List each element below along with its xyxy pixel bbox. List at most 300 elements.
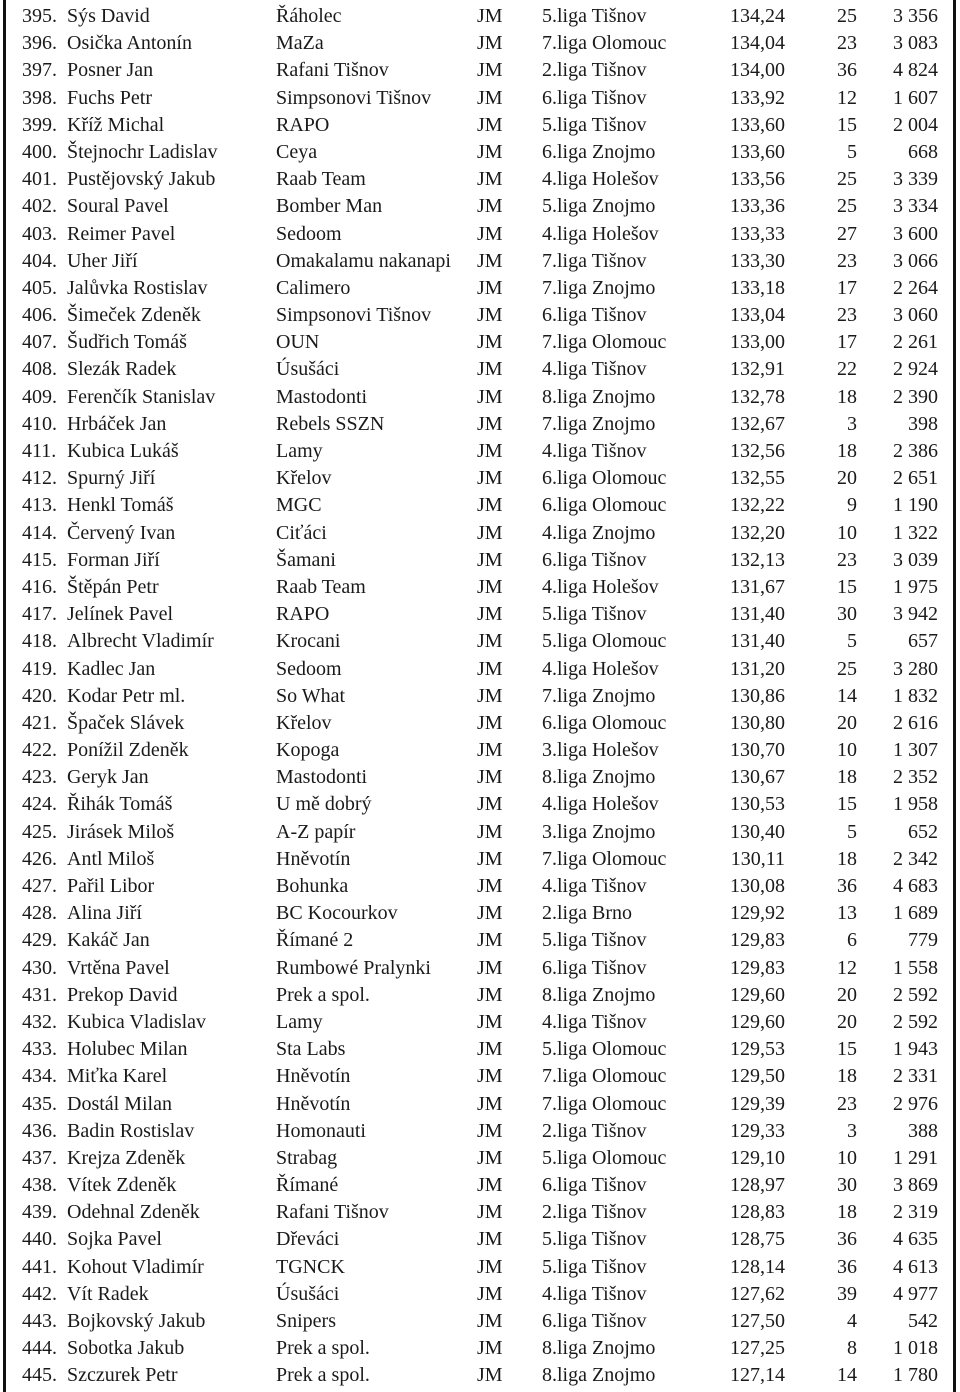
table-row <box>0 1308 960 1335</box>
rank-cell: 435. <box>22 1092 57 1115</box>
average-cell: 133,36 <box>730 195 785 218</box>
games-cell: 20 <box>837 711 857 734</box>
table-row <box>0 791 960 818</box>
total-cell: 2 261 <box>893 331 938 354</box>
rank-cell: 431. <box>22 983 57 1006</box>
total-cell: 388 <box>908 1119 938 1142</box>
league-cell: 6.liga Znojmo <box>542 140 656 163</box>
team-name-cell: Mastodonti <box>276 385 368 408</box>
league-cell: 2.liga Tišnov <box>542 59 647 82</box>
team-name-cell: So What <box>276 684 346 707</box>
total-cell: 2 004 <box>893 113 938 136</box>
total-cell: 1 689 <box>893 902 938 925</box>
player-name-cell: Kohout Vladimír <box>67 1255 204 1278</box>
league-cell: 5.liga Tišnov <box>542 113 647 136</box>
games-cell: 22 <box>837 358 857 381</box>
team-name-cell: Úsušáci <box>276 358 340 381</box>
rank-cell: 407. <box>22 331 57 354</box>
average-cell: 133,33 <box>730 222 785 245</box>
total-cell: 1 975 <box>893 575 938 598</box>
league-cell: 3.liga Holešov <box>542 739 659 762</box>
type-cell: JM <box>477 467 503 490</box>
player-name-cell: Slezák Radek <box>67 358 177 381</box>
ranking-table <box>0 3 960 1390</box>
rank-cell: 404. <box>22 249 57 272</box>
games-cell: 18 <box>837 1065 857 1088</box>
league-cell: 7.liga Olomouc <box>542 1065 667 1088</box>
player-name-cell: Ponížil Zdeněk <box>67 739 189 762</box>
total-cell: 1 780 <box>893 1364 938 1387</box>
type-cell: JM <box>477 385 503 408</box>
league-cell: 8.liga Znojmo <box>542 1337 656 1360</box>
type-cell: JM <box>477 1337 503 1360</box>
average-cell: 130,11 <box>730 847 785 870</box>
league-cell: 2.liga Brno <box>542 902 632 925</box>
total-cell: 3 066 <box>893 249 938 272</box>
team-name-cell: Římané 2 <box>276 929 354 952</box>
player-name-cell: Bojkovský Jakub <box>67 1310 206 1332</box>
table-row <box>0 30 960 57</box>
rank-cell: 430. <box>22 956 57 979</box>
total-cell: 398 <box>908 412 938 435</box>
league-cell: 6.liga Tišnov <box>542 956 647 979</box>
games-cell: 14 <box>837 1364 857 1387</box>
rank-cell: 415. <box>22 548 57 571</box>
team-name-cell: Rafani Tišnov <box>276 1201 389 1224</box>
average-cell: 130,86 <box>730 684 785 707</box>
games-cell: 5 <box>847 140 857 163</box>
games-cell: 10 <box>837 521 857 544</box>
games-cell: 25 <box>837 195 857 218</box>
rank-cell: 405. <box>22 276 57 299</box>
games-cell: 17 <box>837 276 857 299</box>
team-name-cell: Hněvotín <box>276 1065 351 1088</box>
rank-cell: 441. <box>22 1255 57 1278</box>
average-cell: 130,80 <box>730 711 785 734</box>
type-cell: JM <box>477 1282 503 1305</box>
table-row <box>0 221 960 248</box>
team-name-cell: Simpsonovi Tišnov <box>276 86 432 109</box>
rank-cell: 414. <box>22 521 57 544</box>
table-row <box>0 628 960 655</box>
rank-cell: 400. <box>22 140 57 163</box>
league-cell: 6.liga Olomouc <box>542 711 667 734</box>
average-cell: 134,24 <box>730 5 785 27</box>
player-name-cell: Šudřich Tomáš <box>67 331 187 354</box>
total-cell: 2 592 <box>893 1010 938 1033</box>
league-cell: 4.liga Tišnov <box>542 1010 647 1033</box>
table-row <box>0 1009 960 1036</box>
average-cell: 133,18 <box>730 276 785 299</box>
player-name-cell: Jalůvka Rostislav <box>67 276 208 299</box>
total-cell: 1 291 <box>893 1146 938 1169</box>
total-cell: 3 356 <box>893 5 938 27</box>
total-cell: 2 342 <box>893 847 938 870</box>
total-cell: 3 060 <box>893 304 938 327</box>
games-cell: 15 <box>837 793 857 816</box>
league-cell: 8.liga Znojmo <box>542 385 656 408</box>
table-row <box>0 465 960 492</box>
total-cell: 3 869 <box>893 1174 938 1197</box>
rank-cell: 417. <box>22 603 57 626</box>
type-cell: JM <box>477 276 503 299</box>
league-cell: 4.liga Holešov <box>542 222 659 245</box>
team-name-cell: Křelov <box>276 711 332 734</box>
type-cell: JM <box>477 983 503 1006</box>
rank-cell: 445. <box>22 1364 57 1387</box>
player-name-cell: Kříž Michal <box>67 113 165 136</box>
total-cell: 3 280 <box>893 657 938 680</box>
league-cell: 4.liga Tišnov <box>542 875 647 897</box>
average-cell: 130,70 <box>730 739 785 762</box>
rank-cell: 423. <box>22 766 57 789</box>
average-cell: 129,39 <box>730 1092 785 1115</box>
rank-cell: 439. <box>22 1201 57 1224</box>
table-row <box>0 112 960 139</box>
team-name-cell: Prek a spol. <box>276 983 370 1006</box>
table-row <box>0 982 960 1009</box>
team-name-cell: Krocani <box>276 630 341 653</box>
total-cell: 657 <box>908 630 938 653</box>
total-cell: 2 616 <box>893 711 938 734</box>
total-cell: 3 942 <box>893 603 938 626</box>
total-cell: 1 322 <box>893 521 938 544</box>
games-cell: 10 <box>837 739 857 762</box>
average-cell: 132,20 <box>730 521 785 544</box>
average-cell: 130,40 <box>730 820 785 843</box>
player-name-cell: Badin Rostislav <box>67 1119 195 1142</box>
player-name-cell: Reimer Pavel <box>67 222 176 245</box>
table-row <box>0 601 960 628</box>
average-cell: 127,50 <box>730 1310 785 1332</box>
player-name-cell: Vítek Zdeněk <box>67 1174 177 1197</box>
games-cell: 23 <box>837 1092 857 1115</box>
league-cell: 8.liga Znojmo <box>542 983 656 1006</box>
team-name-cell: Omakalamu nakanapi <box>276 249 451 272</box>
league-cell: 5.liga Olomouc <box>542 1146 667 1169</box>
games-cell: 15 <box>837 575 857 598</box>
total-cell: 1 832 <box>893 684 938 707</box>
type-cell: JM <box>477 1010 503 1033</box>
player-name-cell: Spurný Jiří <box>67 467 156 490</box>
player-name-cell: Hrbáček Jan <box>67 412 167 435</box>
league-cell: 5.liga Tišnov <box>542 603 647 626</box>
team-name-cell: Římané <box>276 1174 339 1197</box>
player-name-cell: Červený Ivan <box>67 521 176 544</box>
table-row <box>0 1036 960 1063</box>
type-cell: JM <box>477 1119 503 1142</box>
type-cell: JM <box>477 222 503 245</box>
rank-cell: 421. <box>22 711 57 734</box>
average-cell: 132,56 <box>730 440 785 462</box>
league-cell: 4.liga Holešov <box>542 575 659 598</box>
games-cell: 3 <box>847 412 857 435</box>
games-cell: 12 <box>837 86 857 109</box>
games-cell: 13 <box>837 902 857 925</box>
player-name-cell: Špaček Slávek <box>67 711 185 734</box>
table-row <box>0 166 960 193</box>
rank-cell: 408. <box>22 358 57 381</box>
rank-cell: 428. <box>22 902 57 925</box>
player-name-cell: Kadlec Jan <box>67 657 156 680</box>
rank-cell: 420. <box>22 684 57 707</box>
rank-cell: 438. <box>22 1174 57 1197</box>
team-name-cell: Dřeváci <box>276 1228 340 1251</box>
average-cell: 133,56 <box>730 168 785 191</box>
games-cell: 5 <box>847 630 857 653</box>
average-cell: 132,22 <box>730 494 785 517</box>
total-cell: 2 651 <box>893 467 938 490</box>
rank-cell: 411. <box>22 440 57 462</box>
type-cell: JM <box>477 1310 503 1332</box>
league-cell: 5.liga Olomouc <box>542 1038 667 1061</box>
player-name-cell: Kakáč Jan <box>67 929 150 952</box>
average-cell: 129,53 <box>730 1038 785 1061</box>
player-name-cell: Pařil Libor <box>67 875 155 897</box>
average-cell: 132,13 <box>730 548 785 571</box>
average-cell: 128,83 <box>730 1201 785 1224</box>
player-name-cell: Miťka Karel <box>67 1065 168 1088</box>
team-name-cell: Raab Team <box>276 168 366 191</box>
table-row <box>0 927 960 954</box>
type-cell: JM <box>477 249 503 272</box>
total-cell: 2 352 <box>893 766 938 789</box>
team-name-cell: Šamani <box>276 548 336 571</box>
table-row <box>0 1362 960 1389</box>
team-name-cell: Úsušáci <box>276 1282 340 1305</box>
league-cell: 4.liga Tišnov <box>542 358 647 381</box>
type-cell: JM <box>477 86 503 109</box>
league-cell: 6.liga Tišnov <box>542 304 647 327</box>
average-cell: 127,25 <box>730 1337 785 1360</box>
player-name-cell: Odehnal Zdeněk <box>67 1201 200 1224</box>
average-cell: 129,60 <box>730 1010 785 1033</box>
table-row <box>0 764 960 791</box>
league-cell: 5.liga Znojmo <box>542 195 656 218</box>
league-cell: 3.liga Znojmo <box>542 820 656 843</box>
total-cell: 4 635 <box>893 1228 938 1251</box>
games-cell: 23 <box>837 249 857 272</box>
rank-cell: 419. <box>22 657 57 680</box>
type-cell: JM <box>477 494 503 517</box>
average-cell: 127,62 <box>730 1282 785 1305</box>
table-row <box>0 846 960 873</box>
games-cell: 23 <box>837 304 857 327</box>
team-name-cell: Kopoga <box>276 739 340 762</box>
table-row <box>0 1091 960 1118</box>
type-cell: JM <box>477 140 503 163</box>
player-name-cell: Antl Miloš <box>67 847 155 870</box>
average-cell: 128,97 <box>730 1174 785 1197</box>
rank-cell: 426. <box>22 847 57 870</box>
average-cell: 129,50 <box>730 1065 785 1088</box>
team-name-cell: U mě dobrý <box>276 793 372 816</box>
team-name-cell: Prek a spol. <box>276 1364 370 1387</box>
team-name-cell: Mastodonti <box>276 766 368 789</box>
table-row <box>0 1145 960 1172</box>
player-name-cell: Kodar Petr ml. <box>67 684 186 707</box>
team-name-cell: TGNCK <box>276 1255 345 1278</box>
rank-cell: 425. <box>22 820 57 843</box>
rank-cell: 422. <box>22 739 57 762</box>
table-row <box>0 656 960 683</box>
team-name-cell: Ciťáci <box>276 521 327 544</box>
type-cell: JM <box>477 304 503 327</box>
player-name-cell: Pustějovský Jakub <box>67 168 216 191</box>
table-row <box>0 737 960 764</box>
rank-cell: 437. <box>22 1146 57 1169</box>
total-cell: 2 390 <box>893 385 938 408</box>
games-cell: 18 <box>837 766 857 789</box>
player-name-cell: Šimeček Zdeněk <box>67 304 201 327</box>
league-cell: 7.liga Olomouc <box>542 32 667 55</box>
average-cell: 128,14 <box>730 1255 785 1278</box>
team-name-cell: RAPO <box>276 113 330 136</box>
rank-cell: 418. <box>22 630 57 653</box>
rank-cell: 436. <box>22 1119 57 1142</box>
type-cell: JM <box>477 358 503 381</box>
total-cell: 779 <box>908 929 938 952</box>
team-name-cell: Sta Labs <box>276 1038 346 1061</box>
type-cell: JM <box>477 168 503 191</box>
team-name-cell: BC Kocourkov <box>276 902 398 925</box>
league-cell: 6.liga Tišnov <box>542 1310 647 1332</box>
average-cell: 130,53 <box>730 793 785 816</box>
total-cell: 2 319 <box>893 1201 938 1224</box>
type-cell: JM <box>477 113 503 136</box>
games-cell: 25 <box>837 657 857 680</box>
games-cell: 39 <box>837 1282 857 1305</box>
rank-cell: 406. <box>22 304 57 327</box>
team-name-cell: Calimero <box>276 276 351 299</box>
team-name-cell: Bomber Man <box>276 195 383 218</box>
type-cell: JM <box>477 1255 503 1278</box>
table-row <box>0 356 960 383</box>
games-cell: 23 <box>837 32 857 55</box>
league-cell: 6.liga Tišnov <box>542 548 647 571</box>
total-cell: 4 613 <box>893 1255 938 1278</box>
type-cell: JM <box>477 603 503 626</box>
total-cell: 3 083 <box>893 32 938 55</box>
average-cell: 133,30 <box>730 249 785 272</box>
table-row <box>0 492 960 519</box>
total-cell: 2 264 <box>893 276 938 299</box>
team-name-cell: Rafani Tišnov <box>276 59 389 82</box>
table-row <box>0 1172 960 1199</box>
games-cell: 3 <box>847 1119 857 1142</box>
games-cell: 18 <box>837 847 857 870</box>
rank-cell: 443. <box>22 1310 57 1332</box>
games-cell: 27 <box>837 222 857 245</box>
player-name-cell: Forman Jiří <box>67 548 160 571</box>
type-cell: JM <box>477 1364 503 1387</box>
rank-cell: 397. <box>22 59 57 82</box>
total-cell: 1 943 <box>893 1038 938 1061</box>
games-cell: 30 <box>837 1174 857 1197</box>
type-cell: JM <box>477 331 503 354</box>
league-cell: 2.liga Tišnov <box>542 1119 647 1142</box>
rank-cell: 410. <box>22 412 57 435</box>
player-name-cell: Vít Radek <box>67 1282 149 1305</box>
table-row <box>0 302 960 329</box>
table-row <box>0 329 960 356</box>
games-cell: 20 <box>837 1010 857 1033</box>
rank-cell: 396. <box>22 32 57 55</box>
type-cell: JM <box>477 575 503 598</box>
player-name-cell: Štěpán Petr <box>67 575 159 598</box>
rank-cell: 398. <box>22 86 57 109</box>
rank-cell: 429. <box>22 929 57 952</box>
games-cell: 18 <box>837 1201 857 1224</box>
total-cell: 2 924 <box>893 358 938 381</box>
league-cell: 5.liga Olomouc <box>542 630 667 653</box>
total-cell: 1 607 <box>893 86 938 109</box>
games-cell: 20 <box>837 983 857 1006</box>
table-row <box>0 57 960 84</box>
type-cell: JM <box>477 793 503 816</box>
average-cell: 131,40 <box>730 603 785 626</box>
type-cell: JM <box>477 1065 503 1088</box>
total-cell: 2 331 <box>893 1065 938 1088</box>
average-cell: 129,83 <box>730 956 785 979</box>
rank-cell: 395. <box>22 5 57 27</box>
type-cell: JM <box>477 1174 503 1197</box>
team-name-cell: Hněvotín <box>276 847 351 870</box>
total-cell: 1 558 <box>893 956 938 979</box>
league-cell: 8.liga Znojmo <box>542 766 656 789</box>
type-cell: JM <box>477 875 503 897</box>
table-row <box>0 1335 960 1362</box>
rank-cell: 440. <box>22 1228 57 1251</box>
team-name-cell: Hněvotín <box>276 1092 351 1115</box>
team-name-cell: Ceya <box>276 140 318 163</box>
type-cell: JM <box>477 739 503 762</box>
league-cell: 4.liga Holešov <box>542 793 659 816</box>
league-cell: 5.liga Tišnov <box>542 5 647 27</box>
games-cell: 4 <box>847 1310 857 1332</box>
league-cell: 4.liga Holešov <box>542 168 659 191</box>
team-name-cell: Křelov <box>276 467 332 490</box>
player-name-cell: Jirásek Miloš <box>67 820 175 843</box>
total-cell: 2 592 <box>893 983 938 1006</box>
games-cell: 20 <box>837 467 857 490</box>
rank-cell: 401. <box>22 168 57 191</box>
rank-cell: 444. <box>22 1337 57 1360</box>
team-name-cell: RAPO <box>276 603 330 626</box>
team-name-cell: Strabag <box>276 1146 338 1169</box>
games-cell: 18 <box>837 440 857 462</box>
team-name-cell: A-Z papír <box>276 820 356 843</box>
league-cell: 7.liga Olomouc <box>542 847 667 870</box>
games-cell: 15 <box>837 113 857 136</box>
team-name-cell: OUN <box>276 331 320 354</box>
games-cell: 36 <box>837 1255 857 1278</box>
average-cell: 133,92 <box>730 86 785 109</box>
type-cell: JM <box>477 929 503 952</box>
rank-cell: 433. <box>22 1038 57 1061</box>
table-row <box>0 683 960 710</box>
average-cell: 132,67 <box>730 412 785 435</box>
league-cell: 5.liga Tišnov <box>542 1228 647 1251</box>
table-row <box>0 1226 960 1253</box>
type-cell: JM <box>477 766 503 789</box>
average-cell: 132,91 <box>730 358 785 381</box>
type-cell: JM <box>477 59 503 82</box>
table-row <box>0 1199 960 1226</box>
games-cell: 6 <box>847 929 857 952</box>
rank-cell: 402. <box>22 195 57 218</box>
average-cell: 129,60 <box>730 983 785 1006</box>
